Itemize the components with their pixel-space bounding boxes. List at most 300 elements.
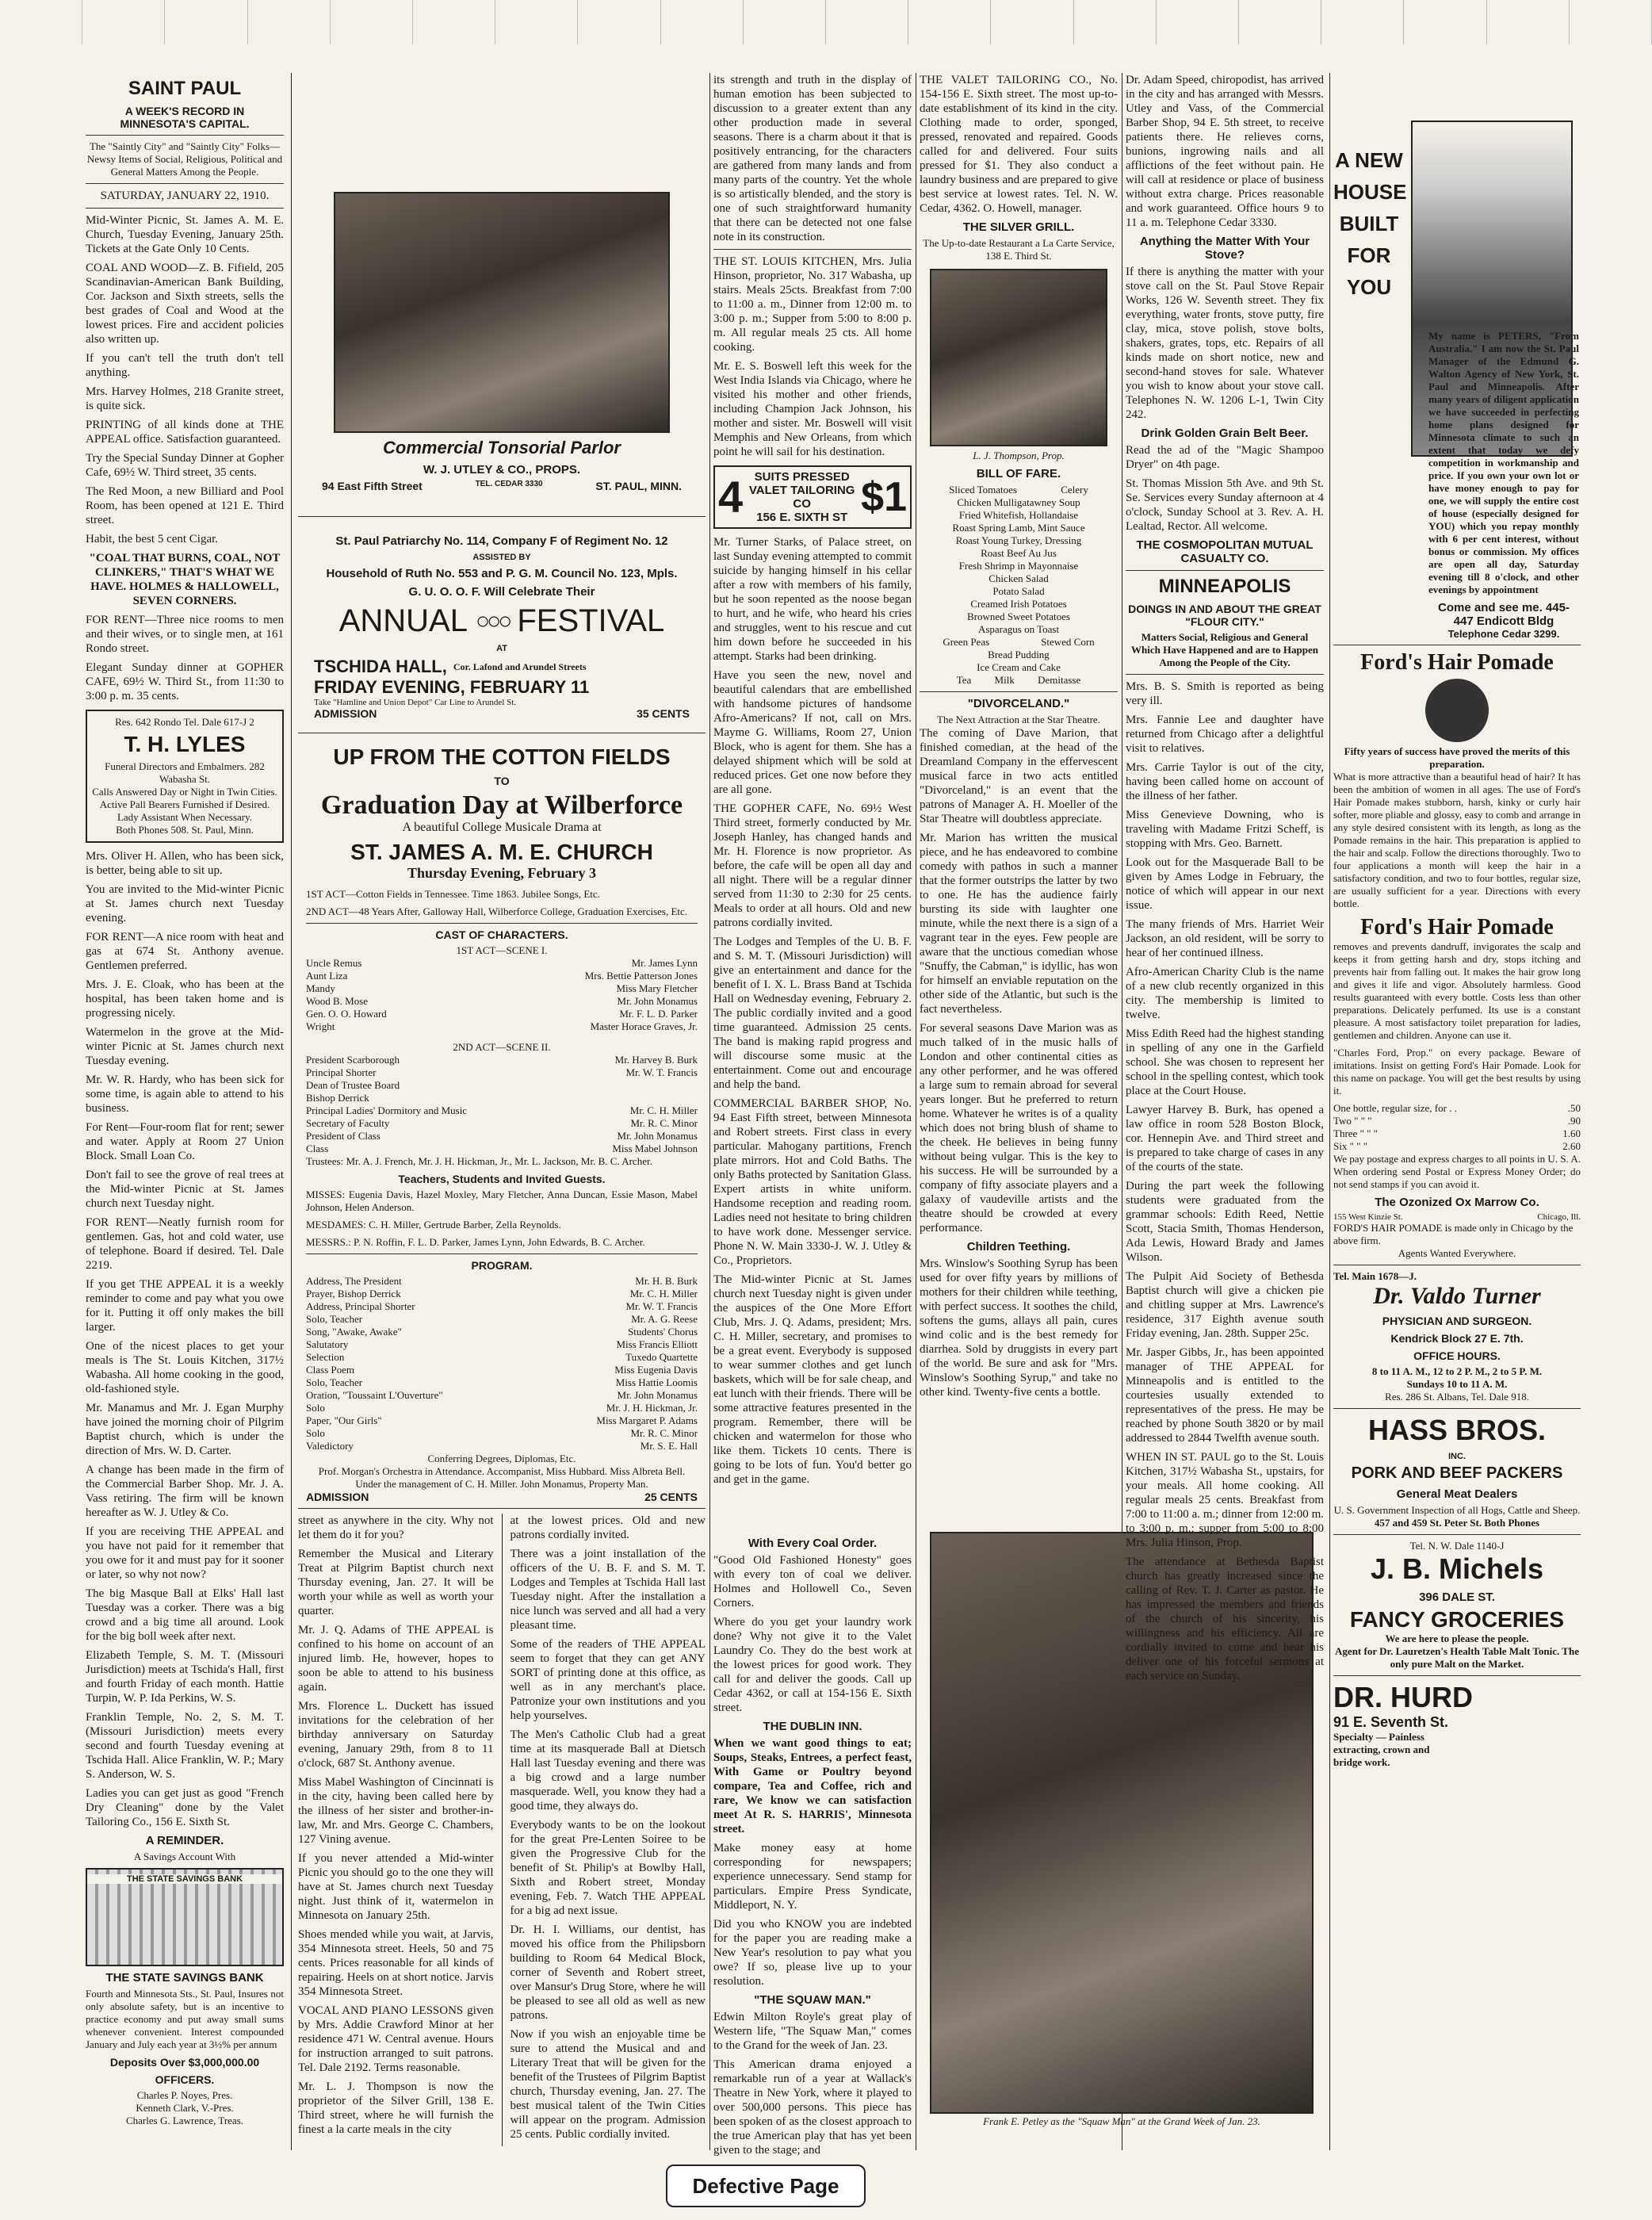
news-item: The Lodges and Temples of the U. B. F. and S. M. T. (Missouri Jurisdiction) will give an entertainment and dance for the benefit of I. X. L. Brass Band at Tschida Hall on Wednesday evening, February 2. The public cordially invited and a good time guaranteed. Admission 25 cents. The band is making rapid progress and will discourse some music at the entertainment. Come out and encourage and help the band. bbox=[713, 936, 912, 1091]
price-row-role: One bottle, regular size, for . . bbox=[1333, 1102, 1457, 1114]
ford-text: "Charles Ford, Prop." on every package. Beware of imitations. Insist on getting Ford's Hair Pomade. Look for this name on package. You will get the best results by using it. bbox=[1333, 1047, 1581, 1097]
cast-row-name: Mr. John Monamus bbox=[617, 1130, 698, 1142]
news-item: Read the ad of the "Magic Shampoo Dryer" on 4th page. bbox=[1126, 444, 1324, 471]
photo-city: ST. PAUL, MINN. bbox=[595, 480, 682, 492]
program-row bbox=[306, 1300, 698, 1313]
inn-title: THE DUBLIN INN. bbox=[763, 1720, 862, 1733]
bank-officer: Charles G. Lawrence, Treas. bbox=[125, 2115, 243, 2126]
news-item: If you are receiving THE APPEAL and you have not paid for it remember that you owe for it and must pay for it sooner or later, so why not now? bbox=[86, 1525, 284, 1581]
news-item: Miss Genevieve Downing, who is traveling with Madame Fritzi Scheff, is stopping with Mrs. Geo. Barnett. bbox=[1126, 809, 1324, 850]
program-row-role: Solo bbox=[306, 1402, 325, 1414]
news-item: The Men's Catholic Club had a great time at its masquerade Ball at Dietsch Hall last Tuesday evening and there was a big crowd and a large number masquerade. Well, you know they had a good time, they always do. bbox=[510, 1728, 706, 1812]
news-item: Mrs. Carrie Taylor is out of the city, having been called home on account of the illness of her father. bbox=[1126, 761, 1324, 802]
news-item: Dr. Adam Speed, chiropodist, has arrived in the city and has arranged with Messrs. Utley and Vass, of the Commercial Barber Shop, 94 E. 5th street, to receive patients there. He relieves corns, bunions, ingrowing nails and all afflictions of the feet without pain. He will call at residence or place of business without extra charge. Prices reasonable and work guaranteed. Office hours 9 to 11 a. m. Telephone Cedar 3330. bbox=[1126, 74, 1324, 229]
cast-row bbox=[306, 1054, 698, 1066]
news-item: COAL AND WOOD—Z. B. Fifield, 205 Scandinavian-American Bank Building, Cor. Jackson and Sixth streets, sells the best grades of Coal and Wood at the lowest prices. Fire and accident policies also written up. bbox=[86, 262, 284, 346]
news-item: Did you who KNOW you are indebted for the paper you are reading make a New Year's resolution to pay what you owe? If so, please live up to your resolution. bbox=[713, 1918, 912, 1988]
stove-title: Anything the Matter With Your Stove? bbox=[1139, 235, 1310, 262]
news-item: Look out for the Masquerade Ball to be given by Ames Lodge in February, the notice of which will appear in our next issue. bbox=[1126, 856, 1324, 912]
turner-tel: Tel. Main 1678—J. bbox=[1333, 1270, 1417, 1282]
news-item: There was a joint installation of the officers of the U. B. F. and S. M. T. Lodges and Temples at Tschida Hall last Tuesday night. After the installation a nice lunch was served and all had a very pleasant time. bbox=[510, 1548, 706, 1632]
valet-suits: SUITS PRESSED bbox=[754, 470, 850, 484]
news-item: Make money easy at home corresponding for newspapers; experience unnecessary. Send stamp for particulars. Empire Press Syndicate, Middleport, N. Y. bbox=[713, 1842, 912, 1912]
news-item: Now if you wish an enjoyable time be sure to attend the Musical and and Literary Treat that will be given for the benefit of the Trustees of Pilgrim Baptist church, Thursday evening, Jan. 27. The best musical talent of the Twin Cities will appear on the program. Admission 25 cents. Public cordially invited. bbox=[510, 2028, 706, 2141]
cast-row bbox=[306, 1104, 698, 1117]
program-row bbox=[306, 1414, 698, 1427]
menu-item: Tea Milk Demitasse bbox=[956, 674, 1081, 686]
ozonized-name: The Ozonized Ox Marrow Co. bbox=[1375, 1196, 1539, 1209]
cast-row bbox=[306, 1020, 698, 1033]
program-title: PROGRAM. bbox=[471, 1259, 533, 1272]
festival-hall: TSCHIDA HALL, bbox=[314, 656, 447, 676]
lyles-line: Active Pall Bearers Furnished if Desired. bbox=[99, 798, 270, 810]
news-item: You are invited to the Mid-winter Picnic at St. James church next Tuesday evening. bbox=[86, 883, 284, 924]
news-item: FOR RENT—Three nice rooms to men and their wives, or to single men, at 161 Rondo street. bbox=[86, 614, 284, 655]
news-item: Mrs. B. S. Smith is reported as being very ill. bbox=[1126, 680, 1324, 707]
news-item: Mrs. Florence L. Duckett has issued invitations for the celebration of her birthday anniversary on Saturday evening, January 29th, from 8 to 11 o'clock, 687 St. Anthony avenue. bbox=[298, 1700, 494, 1770]
news-item: Miss Edith Reed had the highest standing in spelling of any one in the Garfield school. She was chosen to represent her school in the spelling contest, which took place at the Court House. bbox=[1126, 1028, 1324, 1097]
news-item: Shoes mended while you wait, at Jarvis, 354 Minnesota street. Heels, 50 and 75 cents. Prices reasonable for all kinds of repairing. Heels on at short notice. Jarvis 354 Minnesota Street. bbox=[298, 1928, 494, 1998]
price-row-role: Two " " " bbox=[1333, 1115, 1372, 1127]
cast-row-role: Uncle Remus bbox=[306, 957, 362, 969]
cast-row-name: Miss Mabel Johnson bbox=[612, 1143, 698, 1154]
ford-title-2: Ford's Hair Pomade bbox=[1360, 915, 1554, 940]
news-item: Habit, the best 5 cent Cigar. bbox=[86, 533, 219, 545]
hass-addr: 457 and 459 St. Peter St. Both Phones bbox=[1374, 1517, 1540, 1529]
cast-row bbox=[306, 1117, 698, 1130]
photo-address: 94 East Fifth Street bbox=[322, 480, 423, 492]
news-item: Watermelon in the grove at the Mid-winter Picnic at St. James church next Tuesday evening. bbox=[86, 1026, 284, 1067]
cast-title: CAST OF CHARACTERS. bbox=[435, 928, 568, 941]
news-item: THE VALET TAILORING CO., No. 154-156 E. Sixth street. The most up-to-date establishment of its kind in the city. Clothing made to order, sponged, pressed, renovated and repaired. Goods called for and delivered. Four suits pressed for $1. They also conduct a laundry business and are prepared to give best service at lowest rates. Tel. N. W. Cedar, 4362. O. Howell, manager. bbox=[920, 74, 1118, 215]
menu-item: Roast Spring Lamb, Mint Sauce bbox=[952, 522, 1085, 534]
news-item: Elizabeth Temple, S. M. T. (Missouri Jurisdiction) meets at Tschida's Hall, first and fourth Friday of each month. Hattie Turpin, W. P. Ida Perkins, W. S. bbox=[86, 1649, 284, 1705]
cf-admission: ADMISSION bbox=[306, 1491, 369, 1503]
bank-deposits: Deposits Over $3,000,000.00 bbox=[109, 2056, 260, 2069]
menu-item: Green Peas Stewed Corn bbox=[943, 636, 1095, 648]
program-row bbox=[306, 1275, 698, 1288]
news-item: Ladies you can get just as good "French Dry Cleaning" done by the Valet Tailoring Co., 156 E. Sixth St. bbox=[86, 1787, 284, 1828]
program-row bbox=[306, 1376, 698, 1389]
news-item: Edwin Milton Royle's great play of Western life, "The Squaw Man," comes to the Grand for the week of Jan. 23. bbox=[713, 2011, 912, 2052]
program-row-name: Miss Eugenia Davis bbox=[614, 1364, 698, 1376]
bank-building-image bbox=[86, 1868, 284, 1966]
petley-caption: Frank E. Petley as the "Squaw Man" at the Grand Week of Jan. 23. bbox=[983, 2115, 1260, 2127]
news-item: FOR RENT—Neatly furnish room for gentlemen. Gas, hot and cold water, use of telephone. Board if desired. Tel. Dale 2219. bbox=[86, 1216, 284, 1272]
price-row bbox=[1333, 1115, 1581, 1127]
program-row-role: Address, Principal Shorter bbox=[306, 1300, 415, 1312]
cf-title-2: Graduation Day at Wilberforce bbox=[320, 790, 683, 820]
lyles-name: T. H. LYLES bbox=[124, 732, 246, 756]
turner-res: Res. 286 St. Albans, Tel. Dale 918. bbox=[1385, 1391, 1529, 1403]
news-item: COMMERCIAL BARBER SHOP, No. 94 East Fifth street, between Minnesota and Robert streets. First class in every particular. Mahogany partitions, French plate mirrors. Hot and Cold Baths. The only Baths protected by Sanitation Glass. Expert artists in white uniform. Handsome reception and reading room. Ladies need not hesitate to bring children to have work done. Messenger service. Phone N. W. Main 3330-J. W. J. Utley & Co., Proprietors. bbox=[713, 1097, 912, 1267]
program-list bbox=[306, 1275, 698, 1453]
thompson-portrait bbox=[930, 269, 1107, 446]
news-item: Lawyer Harvey B. Burk, has opened a law office in room 528 Boston Block, cor. Hennepin Ave. and Third street and is prepared to take charge of cases in any of the courts of the state. bbox=[1126, 1104, 1324, 1173]
lyles-line: Funeral Directors and Embalmers. 282 Wabasha St. bbox=[105, 760, 265, 785]
news-item: Mrs. J. E. Cloak, who has been at the hospital, has been taken home and is progressing nicely. bbox=[86, 978, 284, 1020]
menu-item: Bread Pudding bbox=[988, 649, 1050, 660]
cast-row-role: Dean of Trustee Board bbox=[306, 1079, 400, 1091]
column-4 bbox=[920, 73, 1118, 1404]
news-item: WHEN IN ST. PAUL go to the St. Louis Kitchen, 317½ Wabasha St., upstairs, for your meals. All home cooking. All regular meals 25 cents. Breakfast from 7:00 to 11:00 a. m.; dinner from 12:00 m. to 3:00 p. m.; supper from 5:00 to 8:00 Mrs. Julia Hinson, Prop. bbox=[1126, 1451, 1324, 1549]
ford-portrait bbox=[1425, 679, 1489, 742]
jb-agent: Agent for Dr. Lauretzen's Health Table Malt Tonic. The only pure Malt on the Market. bbox=[1335, 1645, 1579, 1670]
program-row bbox=[306, 1389, 698, 1402]
section-title: SAINT PAUL bbox=[128, 78, 242, 99]
program-row bbox=[306, 1427, 698, 1440]
program-row-role: Salutatory bbox=[306, 1338, 349, 1350]
cast-row-role: President of Class bbox=[306, 1130, 380, 1142]
news-item: Mid-Winter Picnic, St. James A. M. E. Church, Tuesday Evening, January 25th. Tickets at the Gate Only 10 Cents. bbox=[86, 214, 284, 255]
hurd-addr: 91 E. Seventh St. bbox=[1333, 1714, 1449, 1730]
ford-title: Ford's Hair Pomade bbox=[1360, 650, 1554, 675]
menu-title: BILL OF FARE. bbox=[976, 467, 1061, 480]
oz-addr: 155 West Kinzie St. bbox=[1333, 1212, 1403, 1222]
house-ad-title: A NEW HOUSE BUILT FOR YOU bbox=[1333, 148, 1407, 299]
messrs: MESSRS.: P. N. Roffin, F. L. D. Parker, James Lynn, John Edwards, B. C. Archer. bbox=[306, 1236, 645, 1248]
grill-title: THE SILVER GRILL. bbox=[962, 220, 1075, 234]
cast-scene: 1ST ACT—SCENE I. bbox=[456, 944, 548, 956]
cast-row-name: Miss Mary Fletcher bbox=[616, 982, 698, 994]
column-1 bbox=[86, 73, 284, 2127]
program-row-role: Valedictory bbox=[306, 1440, 354, 1452]
cast-row-role: Mandy bbox=[306, 982, 335, 994]
news-item: Franklin Temple, No. 2, S. M. T. (Missouri Jurisdiction) meets every second and fourth Tuesday evening at Tschida Hall. Alice Franklin, W. P.; Mary S. Anderson, W. S. bbox=[86, 1711, 284, 1781]
program-mgmt: Under the management of C. H. Miller. John Monamus, Property Man. bbox=[355, 1478, 648, 1490]
bank-name: THE STATE SAVINGS BANK bbox=[105, 1971, 264, 1985]
news-item: Mrs. Fannie Lee and daughter have returned from Chicago after a delightful visit to relatives. bbox=[1126, 714, 1324, 755]
news-item: Try the Special Sunday Dinner at Gopher Cafe, 69½ W. Third street, 35 cents. bbox=[86, 452, 284, 479]
cast-row-role: Principal Ladies' Dormitory and Music bbox=[306, 1104, 468, 1116]
program-row-name: Mr. A. G. Reese bbox=[631, 1313, 698, 1325]
festival-price: 35 CENTS bbox=[637, 707, 690, 720]
program-row-name: Students' Chorus bbox=[628, 1326, 698, 1338]
program-row bbox=[306, 1402, 698, 1414]
news-item: THE ST. LOUIS KITCHEN, Mrs. Julia Hinson, proprietor, No. 317 Wabasha, up stairs. Meals 25cts. Breakfast from 7:00 to 11:00 a. m., Dinner from 12:00 m. to 3:00 p. m.; Supper from 5:00 to 8:00 p. m. All regular meals 25 cts. All home cooking. bbox=[713, 255, 912, 354]
cf-act: 1ST ACT—Cotton Fields in Tennessee. Time 1863. Jubilee Songs, Etc. bbox=[306, 888, 600, 900]
cast-row-role: Aunt Liza bbox=[306, 970, 348, 982]
news-item: Have you seen the new, novel and beautiful calendars that are embellished with handsome pictures of handsome Afro-Americans? If not, call on Mrs. Mayme G. Williams, Room 27, Union Block, who is agent for them. She has a delayed shipment which will be sold at reduced prices. Get one now before they are all gone. bbox=[713, 669, 912, 796]
cast-row-name: Mr. Harvey B. Burk bbox=[614, 1054, 698, 1066]
news-item: Afro-American Charity Club is the name of a new club recently organized in this city. The membership is limited to twelve. bbox=[1126, 966, 1324, 1021]
program-row-name: Mr. S. E. Hall bbox=[640, 1440, 698, 1452]
cast-row-role: Secretary of Faculty bbox=[306, 1117, 390, 1129]
cast-row bbox=[306, 1008, 698, 1020]
program-row bbox=[306, 1364, 698, 1376]
photo-title: Commercial Tonsorial Parlor bbox=[383, 438, 621, 457]
bank-sign: THE STATE SAVINGS BANK bbox=[87, 1874, 282, 1884]
cast-list-1 bbox=[306, 957, 698, 1033]
festival-line: G. U. O. O. F. Will Celebrate Their bbox=[408, 585, 595, 599]
menu-item: Creamed Irish Potatoes bbox=[970, 598, 1067, 610]
reminder-title: A REMINDER. bbox=[145, 1834, 224, 1847]
bank-officer: Kenneth Clark, V.-Pres. bbox=[136, 2102, 234, 2114]
cast-row bbox=[306, 995, 698, 1008]
menu-item: Chicken Salad bbox=[989, 572, 1049, 584]
valet-ad bbox=[713, 465, 912, 529]
cf-date: Thursday Evening, February 3 bbox=[407, 865, 597, 881]
menu-item: Browned Sweet Potatoes bbox=[967, 610, 1070, 622]
grill-caption: L. J. Thompson, Prop. bbox=[973, 450, 1065, 461]
news-item: its strength and truth in the display of human emotion has been subjected to discussion to a greater extent than any other production made in several seasons. There is a charm about it that is positively entrancing, for the characters are gathered from many lands and from many parts of the country. Yet the whole is so artistically blended, and the story is one of such straightforward humanity that there can be detected not one false note in its construction. bbox=[713, 74, 912, 243]
cast-list-2 bbox=[306, 1054, 698, 1155]
hurd-spec: Specialty — Painless extracting, crown and bridge work. bbox=[1333, 1731, 1430, 1768]
lyles-line: Lady Assistant When Necessary. bbox=[117, 811, 253, 823]
peters-address: Come and see me. 445-447 Endicott Bldg bbox=[1438, 601, 1570, 628]
defective-page-stamp: Defective Page bbox=[666, 2164, 866, 2207]
ford-sub: Fifty years of success have proved the merits of this preparation. bbox=[1344, 745, 1570, 770]
oz-text: Agents Wanted Everywhere. bbox=[1398, 1247, 1516, 1259]
news-item: Where do you get your laundry work done? Why not give it to the Valet Laundry Co. They do the best work at the lowest prices for good work. They call for and deliver the goods. Call up Cedar 4362, or call at 154-156 E. Sixth street. bbox=[713, 1616, 912, 1714]
jb-fancy: FANCY GROCERIES bbox=[1349, 1607, 1565, 1632]
lyles-ad bbox=[86, 710, 284, 843]
program-row-name: Miss Francis Elliott bbox=[616, 1338, 698, 1350]
program-row bbox=[306, 1313, 698, 1326]
news-item: The Mid-winter Picnic at St. James church next Tuesday night is given under the auspices of the One More Effort Club, Mrs. J. Q. Adams, president; Mrs. C. H. Miller, secretary, and promises to be a great event. Everybody is supposed to wear summer clothes and get lunch baskets, which will be for sale cheap, and eat lunch with their friends. There will be some attractive features presented in the program. Remember, there will be chicken and watermelon for those who like them. Tickets 10 cents. There is going to be lots of fun. You'd better go and get in the game. bbox=[713, 1273, 912, 1486]
cast-row-name: Mr. W. T. Francis bbox=[625, 1066, 698, 1078]
valet-name: VALET TAILORING CO bbox=[748, 484, 855, 511]
column-6 bbox=[1333, 73, 1581, 1769]
program-row bbox=[306, 1351, 698, 1364]
cf-to: TO bbox=[494, 775, 510, 787]
reminder-sub: A Savings Account With bbox=[133, 1851, 236, 1862]
program-row bbox=[306, 1326, 698, 1338]
oz-text: FORD'S HAIR POMADE is made only in Chicago by the above firm. bbox=[1333, 1222, 1574, 1246]
news-item: Remember the Musical and Literary Treat at Pilgrim Baptist church next Thursday evening, Jan. 27. It will be worth your while as well as worth your quarter. bbox=[298, 1548, 494, 1617]
program-row-name: Mr. R. C. Minor bbox=[630, 1427, 698, 1439]
cast-row-role: Gen. O. O. Howard bbox=[306, 1008, 387, 1020]
program-row-role: Solo, Teacher bbox=[306, 1313, 363, 1325]
program-row-name: Miss Hattie Loomis bbox=[615, 1376, 698, 1388]
column-3 bbox=[713, 73, 912, 1491]
cast-row-role: Wood B. Mose bbox=[306, 995, 369, 1007]
cast-row-role: Bishop Derrick bbox=[306, 1092, 369, 1104]
festival-line: St. Paul Patriarchy No. 114, Company F of Regiment No. 12 bbox=[335, 534, 668, 548]
cast-row-role: Principal Shorter bbox=[306, 1066, 377, 1078]
divorceland-title: "DIVORCELAND." bbox=[967, 697, 1070, 710]
column-5 bbox=[1126, 73, 1324, 1682]
news-item: For Rent—Four-room flat for rent; sewer and water. Apply at Room 27 Union Block. Small Loan Co. bbox=[86, 1121, 284, 1162]
cast-row bbox=[306, 970, 698, 982]
news-item: The Red Moon, a new Billiard and Pool Room, has been opened at 121 E. Third street. bbox=[86, 485, 284, 526]
mpls-title: MINNEAPOLIS bbox=[1158, 576, 1291, 597]
cf-church: ST. JAMES A. M. E. CHURCH bbox=[350, 840, 653, 864]
cast-row bbox=[306, 982, 698, 995]
program-row-role: Class Poem bbox=[306, 1364, 355, 1376]
festival-annual: ANNUAL bbox=[338, 603, 468, 638]
bank-text: Fourth and Minnesota Sts., St. Paul, Insures not only absolute safety, but is an incentive to practice economy and put away small sums whenever convenient. Interest compounded January and July each year at 3½% per annum bbox=[86, 1988, 284, 2050]
news-item: Mrs. Harvey Holmes, 218 Granite street, is quite sick. bbox=[86, 385, 284, 412]
turner-addr: Kendrick Block 27 E. 7th. bbox=[1390, 1332, 1524, 1345]
menu-item: Roast Beef Au Jus bbox=[981, 547, 1057, 559]
barbershop-photo bbox=[334, 192, 670, 433]
festival-admission: ADMISSION bbox=[314, 707, 377, 720]
cast-scene: 2ND ACT—SCENE II. bbox=[453, 1041, 551, 1053]
program-row-role: Address, The President bbox=[306, 1275, 402, 1287]
news-item: Mr. J. Q. Adams of THE APPEAL is confined to his home on account of an injured limb. He, however, hopes to soon be able to attend to his business again. bbox=[298, 1624, 494, 1694]
news-item: Elegant Sunday dinner at GOPHER CAFE, 69½ W. Third St., from 11:30 to 3:00 p. m. 35 cents. bbox=[86, 661, 284, 702]
cast-row bbox=[306, 1130, 698, 1143]
cf-title: UP FROM THE COTTON FIELDS bbox=[333, 744, 671, 769]
cotton-fields-ad bbox=[298, 744, 706, 1503]
bank-officers: OFFICERS. bbox=[155, 2073, 215, 2086]
cf-price: 25 CENTS bbox=[644, 1491, 698, 1503]
menu-list bbox=[920, 484, 1118, 687]
jb-name: J. B. Michels bbox=[1370, 1552, 1544, 1585]
news-item: Mr. Manamus and Mr. J. Egan Murphy have joined the morning choir of Pilgrim Baptist church, which is under the direction of Mrs. W. D. Carter. bbox=[86, 1402, 284, 1457]
program-conf: Conferring Degrees, Diplomas, Etc. bbox=[427, 1453, 576, 1464]
news-item: Don't fail to see the grove of real trees at the Mid-winter Picnic at St. James church next Tuesday night. bbox=[86, 1169, 284, 1210]
news-item: During the part week the following students were graduated from the grammar schools: Edith Reed, Nettie Scott, Stacia Smith, Thomas Henderson, Ada Lewis, Howard Brady and James Wilson. bbox=[1126, 1180, 1324, 1264]
news-item: The big Masque Ball at Elks' Hall last Tuesday was a corker. There was a big crowd and a big time all around. Look for the big boll week after next. bbox=[86, 1587, 284, 1643]
festival-date: FRIDAY EVENING, FEBRUARY 11 bbox=[314, 677, 590, 697]
news-item: Mr. L. J. Thompson is now the proprietor of the Silver Grill, 138 E. Third street, where he will furnish the finest a la carte meals in the city bbox=[298, 2080, 494, 2136]
cast-row-name: Mr. F. L. D. Parker bbox=[619, 1008, 698, 1020]
news-item: "Good Old Fashioned Honesty" goes with every ton of coal we deliver. Holmes and Hollowell Co., Seven Corners. bbox=[713, 1554, 912, 1610]
program-orch: Prof. Morgan's Orchestra in Attendance. Accompanist, Miss Hubbard. Miss Albreta Bell. bbox=[318, 1465, 686, 1477]
hass-name: HASS BROS. bbox=[1367, 1414, 1547, 1446]
ford-text: We pay postage and express charges to all points in U. S. A. When ordering send Postal or Express Money Order; do not send stamps if you can avoid it. bbox=[1333, 1153, 1581, 1190]
photo-tel: TEL. CEDAR 3330 bbox=[475, 480, 543, 488]
turner-office: OFFICE HOURS. bbox=[1413, 1349, 1501, 1362]
news-item: For several seasons Dave Marion was as much talked of in the music halls of London and other continental cities as any other performer, and he was offered a large sum to remain abroad for several years longer. But he preferred to return home. Whatever he writes is of a quality which does not bring blush of shame to the cheek. He believes in being funny without being vulgar. This is the key to his success. He will be surrounded by a company of fifty associate players and a galaxy of vaudeville artists and the theatre should be crowded at every performance. bbox=[920, 1022, 1118, 1234]
program-row-role: Oration, "Toussaint L'Ouverture" bbox=[306, 1389, 443, 1401]
menu-item: Roast Young Turkey, Dressing bbox=[955, 534, 1082, 546]
cast-row-name: Mr. John Monamus bbox=[617, 995, 698, 1007]
section-subtitle: A WEEK'S RECORD IN MINNESOTA'S CAPITAL. bbox=[120, 105, 250, 130]
menu-item: Sliced Tomatoes Celery bbox=[949, 484, 1088, 496]
news-item: Some of the readers of THE APPEAL seem to forget that they can get ANY SORT of printing done at this office, as well as in any merchant's place. Patronize your own institutions and you help yourselves. bbox=[510, 1638, 706, 1722]
news-item: Mrs. Winslow's Soothing Syrup has been used for over fifty years by millions of mothers for their children while teething, with perfect success. It soothes the child, softens the gums, allays all pain, cures wind colic and is the best remedy for diarrhea. Sold by druggists in every part of the world. Be sure and ask for "Mrs. Winslow's Soothing Syrup," and take no other kind. Twenty-five cents a bottle. bbox=[920, 1257, 1118, 1399]
coal-ad: "COAL THAT BURNS, COAL, NOT CLINKERS," THAT'S WHAT WE HAVE. HOLMES & HALLOWELL, SEVEN CORNERS. bbox=[89, 552, 281, 607]
news-item: street as anywhere in the city. Why not let them do it for you? bbox=[298, 1514, 494, 1541]
news-item: St. Thomas Mission 5th Ave. and 9th St. Se. Services every Sunday afternoon at 4 o'clock, Sunday School at 3. Rev. A. H. Lealtad, Rector. All welcome. bbox=[1126, 477, 1324, 533]
cf-line: A beautiful College Musicale Drama at bbox=[402, 821, 602, 834]
news-item: Mr. Marion has written the musical piece, and he has endeavored to combine comedy with pathos in such a manner that the former outstrips the latter by two to one. He has the audience fairly bursting its side with laughter one minute, while the next there is a sign of a vagrant tear in the eyes. Few people are aware that the unctious comedian whose "Snuffy, the Cabman," is idyllic, has won for himself an enviable reputation on the other side of the Atlantic, but such is the fact nevertheless. bbox=[920, 832, 1118, 1016]
festival-hall-address: Cor. Lafond and Arundel Streets bbox=[453, 660, 587, 672]
valet-price: $1 bbox=[861, 474, 907, 520]
cast-row-name: Master Horace Graves, Jr. bbox=[590, 1020, 698, 1032]
news-item: The Pulpit Aid Society of Bethesda Baptist church will give a chicken pie and chitling supper at Mrs. Lawrence's residence, 317 Eighth avenue south Friday evening, Jan. 28th. Supper 25c. bbox=[1126, 1270, 1324, 1340]
issue-date: SATURDAY, JANUARY 22, 1910. bbox=[100, 189, 270, 202]
menu-item: Potato Salad bbox=[992, 585, 1045, 597]
mesdames: MESDAMES: C. H. Miller, Gertrude Barber, Zella Reynolds. bbox=[306, 1219, 561, 1231]
program-row-role: Paper, "Our Girls" bbox=[306, 1414, 382, 1426]
news-item: A change has been made in the firm of the Commercial Barber Shop. Mr. J. A. Vass retiring. The firm will be known hereafter as W. J. Utley & Co. bbox=[86, 1464, 284, 1519]
program-row-name: Mr. W. T. Francis bbox=[625, 1300, 698, 1312]
news-item: If you get THE APPEAL it is a weekly reminder to come and pay what you owe for it. Putting it off only makes the bill larger. bbox=[86, 1278, 284, 1334]
program-row-name: Mr. John Monamus bbox=[617, 1389, 698, 1401]
ford-text: removes and prevents dandruff, invigorates the scalp and keeps it from getting harsh and dry, stops itching and prevents hair from falling out. It makes the hair grow long and gives it life and vigor. Absolutely harmless. Good results guaranteed with every bottle. Costs less than other preparations. Delicately perfumed. Its use is a constant pleasure. A most satisfactory toilet preparation for ladies, gentlemen and children. Anyone can use it. bbox=[1333, 940, 1581, 1041]
ford-prices bbox=[1333, 1102, 1581, 1153]
valet-addr: 156 E. SIXTH ST bbox=[756, 511, 848, 524]
lyles-phone: Res. 642 Rondo Tel. Dale 617-J 2 bbox=[115, 716, 254, 728]
program-row-name: Mr. C. H. Miller bbox=[629, 1288, 698, 1299]
cast-row bbox=[306, 1092, 698, 1104]
hass-sub: PORK AND BEEF PACKERS bbox=[1351, 1464, 1563, 1482]
menu-item: Chicken Mulligatawney Soup bbox=[957, 496, 1080, 508]
valet-4: 4 bbox=[718, 472, 744, 522]
mpls-sub2: Matters Social, Religious and General Which Have Happened and are to Happen Among the People of the City. bbox=[1131, 631, 1318, 668]
program-row-name: Tuxedo Quartette bbox=[625, 1351, 698, 1363]
chain-icon: ○○○ bbox=[475, 607, 510, 634]
scan-edge bbox=[0, 0, 1652, 44]
lyles-line: Both Phones 508. St. Paul, Minn. bbox=[116, 824, 254, 836]
news-item: If you never attended a Mid-winter Picnic you should go to the one they will have at St. James church next Tuesday night. Just think of it, watermelon in Minnesota on January 25th. bbox=[298, 1852, 494, 1922]
program-row-role: Solo bbox=[306, 1427, 325, 1439]
news-item: If there is anything the matter with your stove call on the St. Paul Stove Repair Works, 126 W. Seventh street. They fix everything, water fronts, stove putty, fire clay, mica, stove polish, stove bolts, shakers, grates, tops, etc. Repairs of all kinds made on short notice, new and second-hand stoves for sale. Whatever you wish to know about your stove call. Telephones N. W. 1206 L-1, Twin City 242. bbox=[1126, 266, 1324, 421]
trustees: Trustees: Mr. A. J. French, Mr. J. H. Hickman, Jr., Mr. L. Jackson, Mr. B. C. Archer. bbox=[306, 1155, 652, 1167]
price-row-name: .50 bbox=[1567, 1102, 1581, 1114]
festival-car: Take "Hamline and Union Depot" Car Line to Arundel St. bbox=[314, 698, 517, 707]
news-item: Mr. W. R. Hardy, who has been sick for some time, is again able to attend to his business. bbox=[86, 1074, 284, 1115]
cast-row-role: Wright bbox=[306, 1020, 335, 1032]
cast-row-name: Mr. James Lynn bbox=[631, 957, 698, 969]
program-row bbox=[306, 1338, 698, 1351]
menu-item: Fried Whitefish, Hollandaise bbox=[958, 509, 1079, 521]
beer-ad: Drink Golden Grain Belt Beer. bbox=[1141, 427, 1309, 440]
program-row-role: Prayer, Bishop Derrick bbox=[306, 1288, 401, 1299]
news-item: This American drama enjoyed a remarkable run of a year at Wallack's Theatre in New York, where it played to over 500,000 persons. This piece has been spoken of as the closest approach to the true American play that has yet been given to the stage; and bbox=[713, 2058, 912, 2157]
oz-city: Chicago, Ill. bbox=[1537, 1212, 1581, 1222]
program-row-name: Mr. H. B. Burk bbox=[635, 1275, 698, 1287]
menu-item: Asparagus on Toast bbox=[977, 623, 1060, 635]
news-item: PRINTING of all kinds done at THE APPEAL office. Satisfaction guaranteed. bbox=[86, 419, 284, 446]
hurd-name: DR. HURD bbox=[1333, 1681, 1473, 1713]
news-item: One of the nicest places to get your meals is The St. Louis Kitchen, 317½ Wabasha. All home cooking in the good, old-fashioned style. bbox=[86, 1340, 284, 1395]
price-row bbox=[1333, 1127, 1581, 1140]
price-row-role: Six " " " bbox=[1333, 1140, 1368, 1152]
program-row-name: Miss Margaret P. Adams bbox=[596, 1414, 698, 1426]
price-row-name: .90 bbox=[1567, 1115, 1581, 1127]
news-item: Mr. E. S. Boswell left this week for the West India Islands via Chicago, where he visited his mother and other friends, including Champion Jack Johnson, his mother and sister. Mr. Boswell will visit Memphis and New Orleans, from which point he will sail for his destination. bbox=[713, 360, 912, 458]
teachers: Teachers, Students and Invited Guests. bbox=[398, 1173, 606, 1185]
price-row bbox=[1333, 1102, 1581, 1115]
news-item: When we want good things to eat; Soups, Steaks, Entrees, a perfect feast, With Game or Poultry beyond compare, Tea and Coffee, rich and rare, We know we can satisfaction meet At R. S. HARRIS', Minnesota street. bbox=[713, 1737, 912, 1835]
news-item: THE GOPHER CAFE, No. 69½ West Third street, formerly conducted by Mr. Joseph Hanley, has changed hands and Mr. H. Florence is now proprietor. As before, the cafe will be open all day and all night. There will be a regular dinner served from 11:30 to 2:30 for 25 cents. Meals to order at all hours. Old and new patrons cordially invited. bbox=[713, 802, 912, 929]
photo-sub: W. J. UTLEY & CO., PROPS. bbox=[423, 463, 581, 477]
grill-sub: The Up-to-date Restaurant a La Carte Service, 138 E. Third St. bbox=[923, 237, 1115, 262]
divorceland-sub: The Next Attraction at the Star Theatre. bbox=[937, 714, 1100, 725]
cast-row-role: Class bbox=[306, 1143, 329, 1154]
column-2 bbox=[298, 73, 706, 2146]
jb-addr: 396 DALE ST. bbox=[1419, 1590, 1495, 1604]
news-item: The coming of Dave Marion, that finished comedian, at the head of the Dreamland Company in the effervescent musical farce in two acts entitled "Divorceland," is an event that the patrons of Manager A. H. Moeller of the Star Theatre will doubtless appreciate. bbox=[920, 727, 1118, 825]
turner-hours: Sundays 10 to 11 A. M. bbox=[1406, 1378, 1508, 1390]
news-item: The many friends of Mrs. Harriet Weir Jackson, an old resident, will be sorry to hear of her continued illness. bbox=[1126, 918, 1324, 959]
festival-line: ASSISTED BY bbox=[472, 553, 531, 562]
teeth-title: Children Teething. bbox=[966, 1240, 1071, 1254]
news-item: Mr. Turner Starks, of Palace street, on last Sunday evening attempted to commit suicide by hanging himself in his cellar after a row with members of his family, but he soon repented as the noose began to hurt, and he wife, who heard his cries and struggles, went to his rescue and cut him down before he succeeded in his attempt. Starks had been drinking. bbox=[713, 536, 912, 663]
peters-phone: Telephone Cedar 3299. bbox=[1447, 628, 1560, 640]
festival-line: Household of Ruth No. 553 and P. G. M. Council No. 123, Mpls. bbox=[326, 567, 678, 580]
price-row-name: 1.60 bbox=[1562, 1127, 1581, 1139]
mpls-sub: DOINGS IN AND ABOUT THE GREAT "FLOUR CITY." bbox=[1128, 603, 1321, 628]
news-item: VOCAL AND PIANO LESSONS given by Mrs. Addie Crawford Minor at her residence 471 W. Central avenue. Hours for instruction arranged to suit patrons. Tel. Dale 2192. Terms reasonable. bbox=[298, 2004, 494, 2074]
news-item: The attendance at Bethesda Baptist church has greatly increased since the calling of Rev. T. J. Carter as pastor. He has impressed the members and friends of the church of his sincerity, his willingness and his efficiency. All are cordially invited to come and hear his deliver one of his forceful sermons at each service on Sunday. bbox=[1126, 1556, 1324, 1682]
program-row-role: Song, "Awake, Awake" bbox=[306, 1326, 402, 1338]
news-item: FOR RENT—A nice room with heat and gas at 674 St. Anthony avenue. Gentlemen preferred. bbox=[86, 931, 284, 972]
hass-sub2: General Meat Dealers bbox=[1396, 1487, 1518, 1501]
price-row-name: 2.60 bbox=[1562, 1140, 1581, 1152]
program-row bbox=[306, 1288, 698, 1300]
squaw-title: "THE SQUAW MAN." bbox=[754, 1993, 871, 2007]
price-row-role: Three " " " bbox=[1333, 1127, 1378, 1139]
hass-text: U. S. Government Inspection of all Hogs, Cattle and Sheep. bbox=[1333, 1504, 1581, 1516]
bank-officer: Charles P. Noyes, Pres. bbox=[136, 2089, 233, 2101]
cast-row-name: Mr. C. H. Miller bbox=[629, 1104, 698, 1116]
